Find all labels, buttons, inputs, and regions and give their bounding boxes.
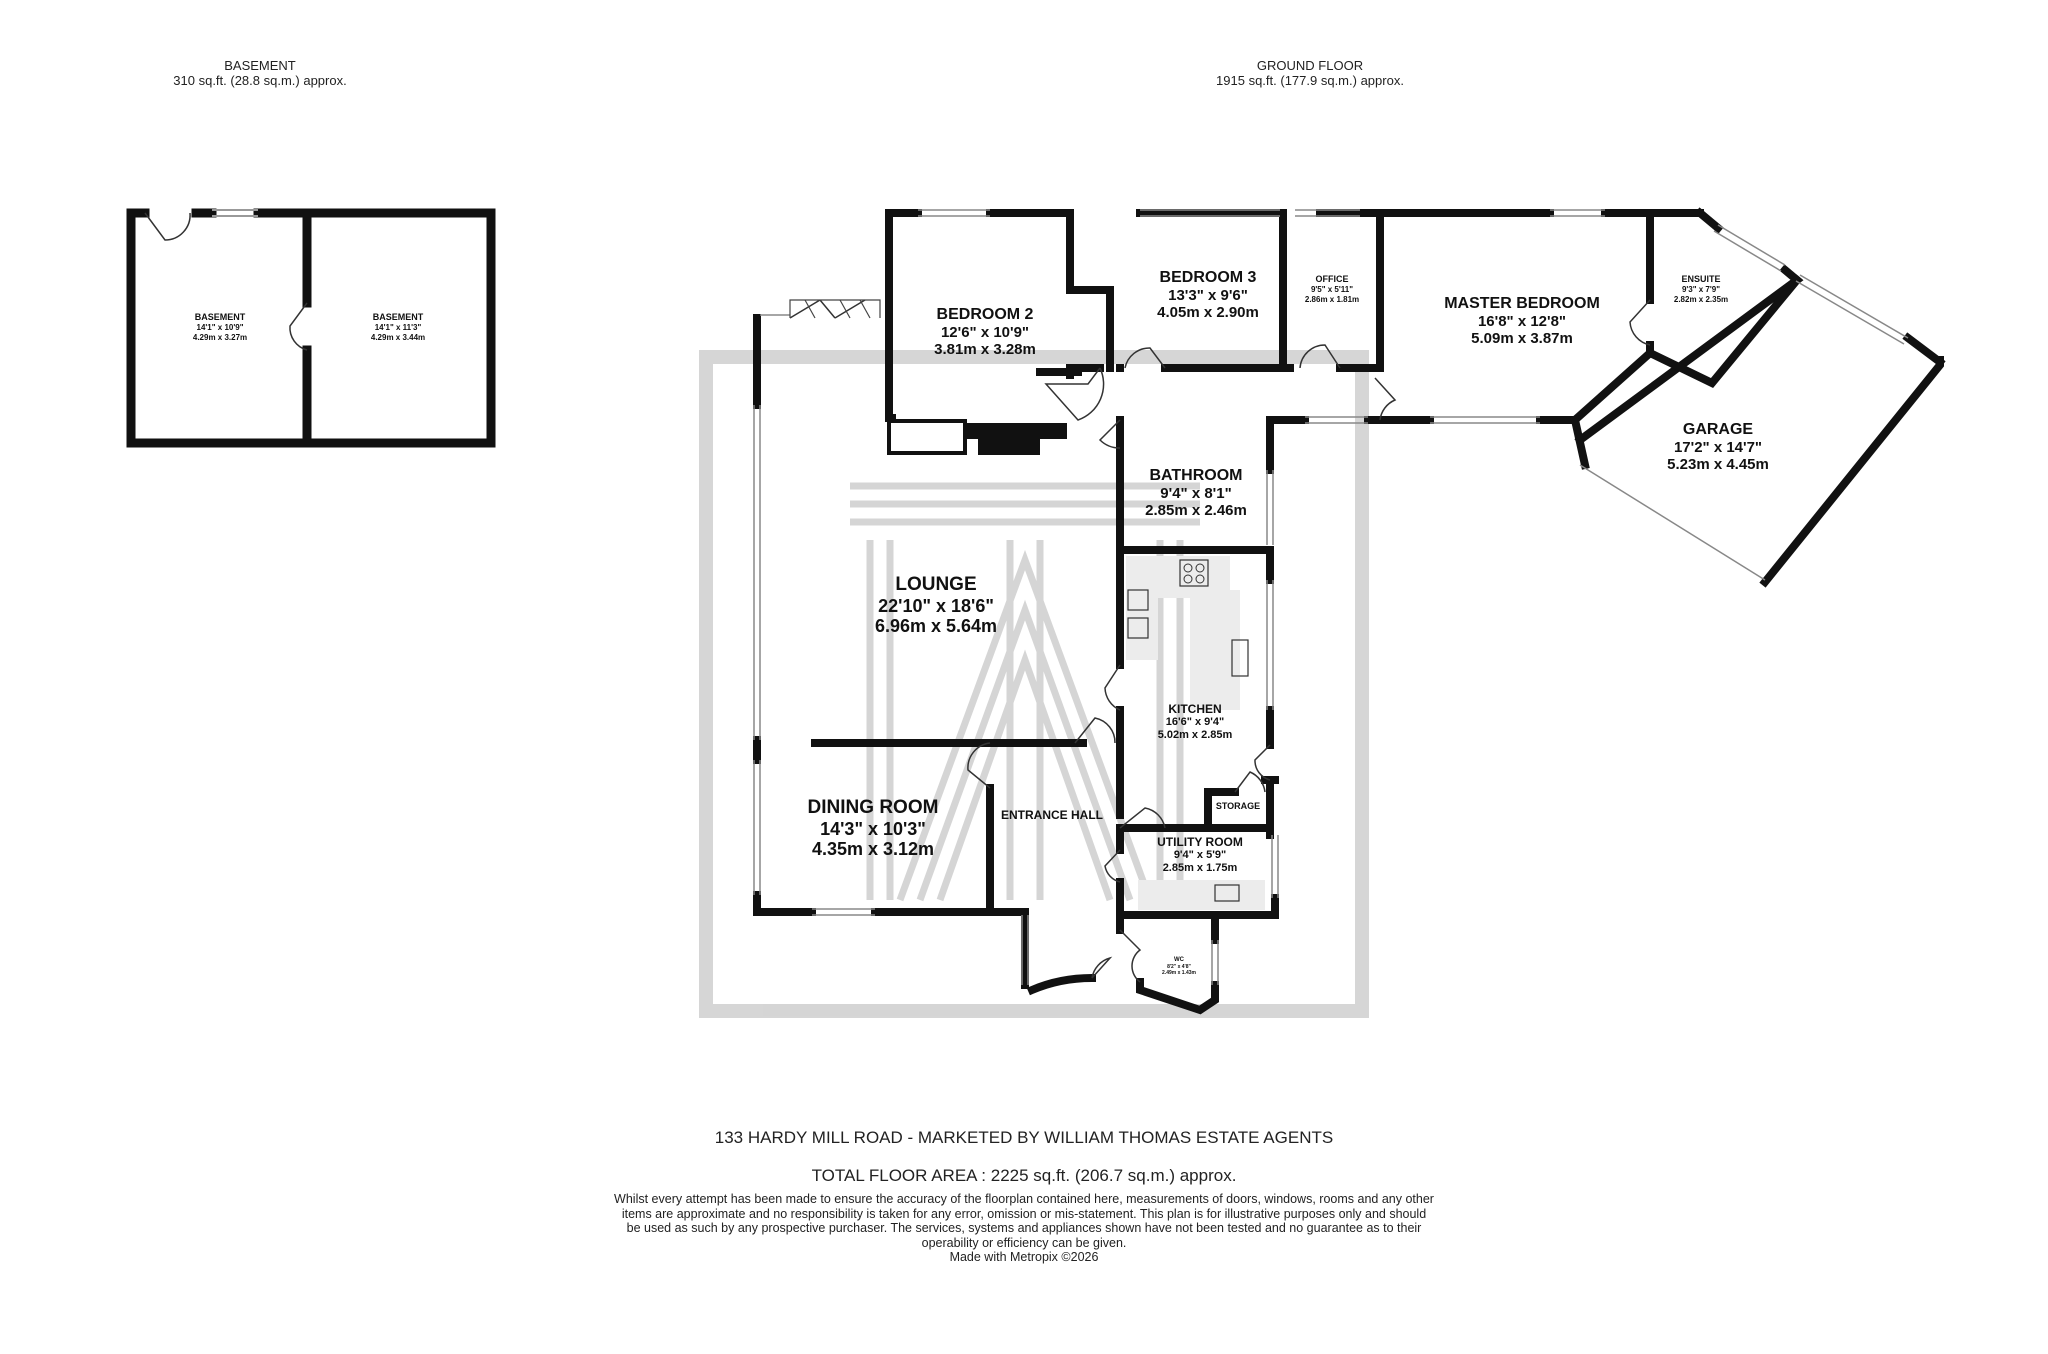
room-label-utility-room: UTILITY ROOM 9'4" x 5'9" 2.85m x 1.75m [1157, 835, 1243, 874]
room-label-kitchen: KITCHEN 16'6" x 9'4" 5.02m x 2.85m [1157, 702, 1233, 741]
room-label-basement-left: BASEMENT 14'1" x 10'9" 4.29m x 3.27m [192, 312, 248, 342]
room-label-office: OFFICE 9'5" x 5'11" 2.86m x 1.81m [1304, 274, 1360, 304]
room-label-entrance-hall: ENTRANCE HALL [1001, 808, 1103, 822]
room-label-wc: WC 8'2" x 4'8" 2.49m x 1.43m [1162, 957, 1196, 976]
property-address: 133 HARDY MILL ROAD - MARKETED BY WILLIAM THOMAS ESTATE AGENTS [714, 1128, 1334, 1147]
room-label-bedroom-2: BEDROOM 2 12'6" x 10'9" 3.81m x 3.28m [934, 306, 1036, 358]
floor-name: GROUND FLOOR [1256, 58, 1364, 73]
footer [614, 1128, 1434, 1265]
room-label-lounge: LOUNGE 22'10" x 18'6" 6.96m x 5.64m [874, 574, 998, 636]
patio-doors [790, 300, 880, 318]
room-label-basement-right: BASEMENT 14'1" x 11'3" 4.29m x 3.44m [370, 312, 426, 342]
floor-area: 310 sq.ft. (28.8 sq.m.) approx. [173, 73, 347, 88]
floor-name: BASEMENT [224, 58, 296, 73]
room-label-ensuite: ENSUITE 9'3" x 7'9" 2.82m x 2.35m [1673, 274, 1729, 304]
room-label-master-bedroom: MASTER BEDROOM 16'8" x 12'8" 5.09m x 3.87m [1444, 295, 1600, 347]
room-label-garage: GARAGE 17'2" x 14'7" 5.23m x 4.45m [1667, 421, 1769, 473]
total-floor-area: TOTAL FLOOR AREA : 2225 sq.ft. (206.7 sq.m.) approx. [811, 1166, 1237, 1185]
room-label-bedroom-3: BEDROOM 3 13'3" x 9'6" 4.05m x 2.90m [1157, 269, 1259, 321]
room-label-bathroom: BATHROOM 9'4" x 8'1" 2.85m x 2.46m [1145, 467, 1247, 519]
room-label-storage: STORAGE [1215, 801, 1261, 811]
basement-windows [212, 210, 258, 216]
disclaimer-text: Whilst every attempt has been made to ensure the accuracy of the floorplan contained here, measurements of doors, windows, rooms and any other items are approximate and no responsibility is taken for any error, omission or mis-statement. This plan is for illustrative purposes only and should be used as such by any prospective purchaser. The services, systems and appliances shown have not been tested and no guarantee as to their operability or efficiency can be given. [614, 1192, 1434, 1250]
basement-walls [131, 213, 491, 443]
credit-text: Made with Metropix ©2026 [949, 1250, 1099, 1264]
fireplace [889, 421, 1067, 455]
room-label-dining-room: DINING ROOM 14'3" x 10'3" 4.35m x 3.12m [807, 797, 939, 859]
floor-area: 1915 sq.ft. (177.9 sq.m.) approx. [1216, 73, 1404, 88]
